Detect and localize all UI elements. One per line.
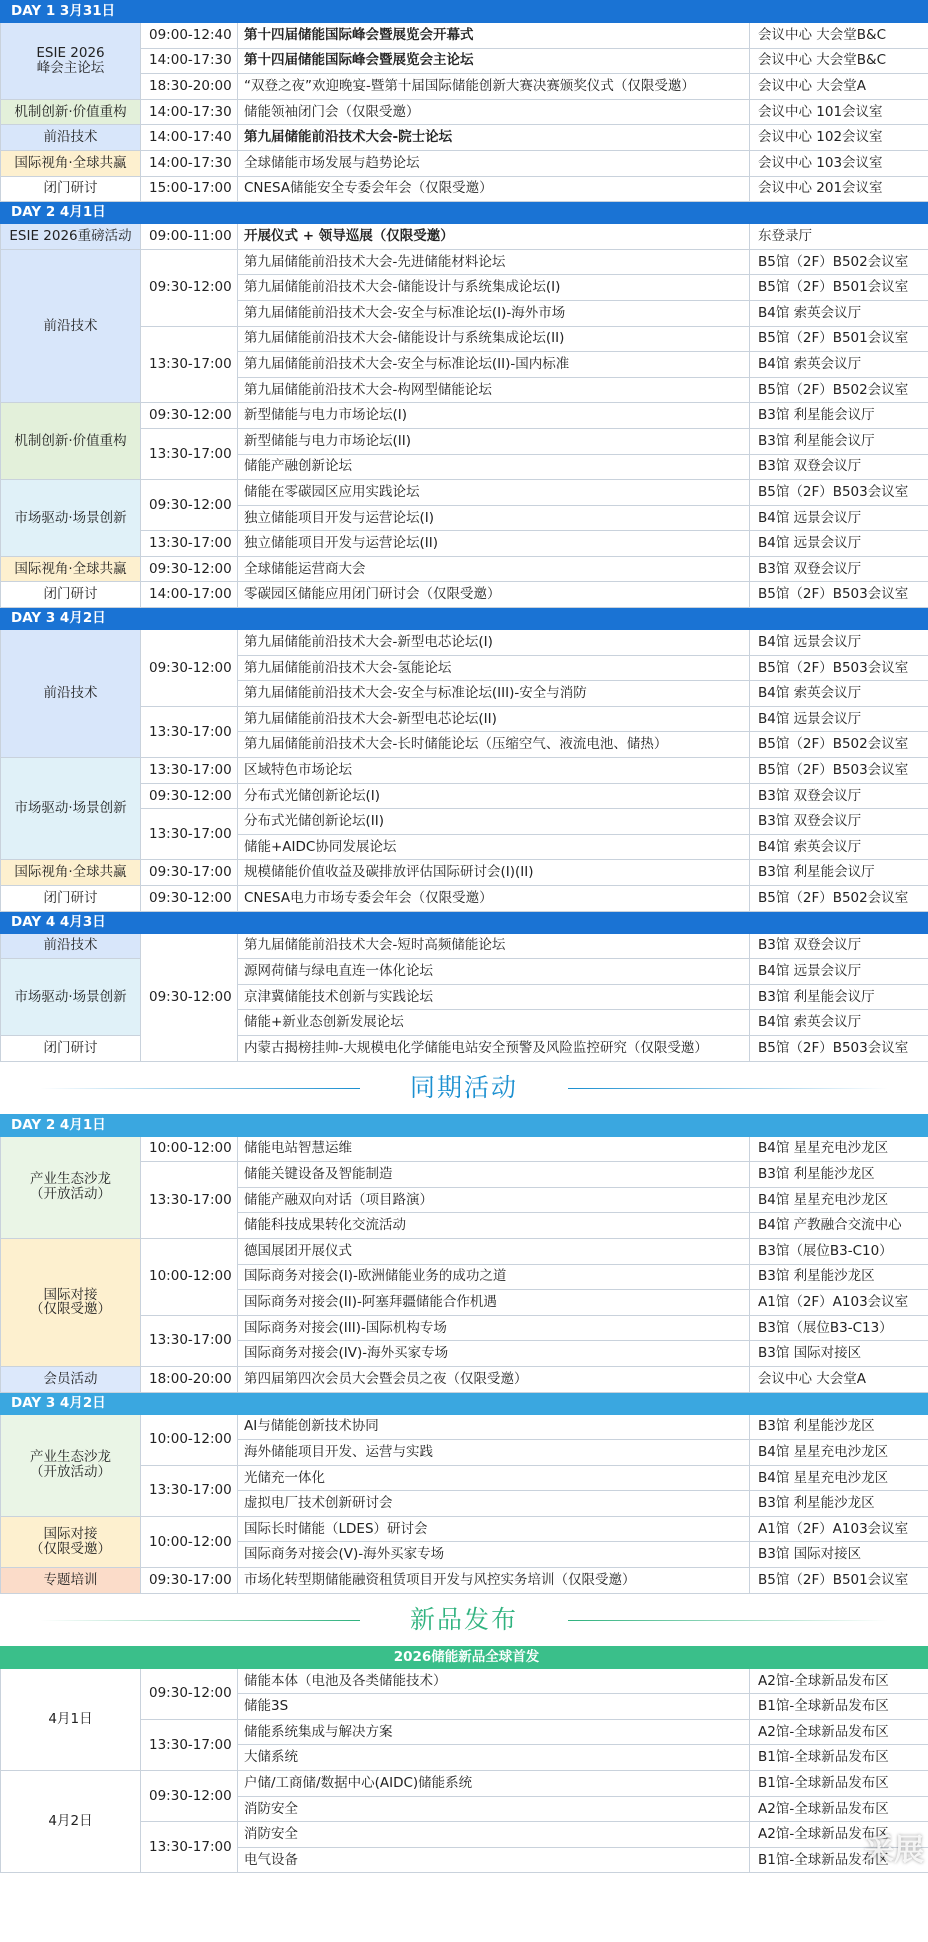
category: 国际视角·全球共赢 [1, 556, 141, 582]
session-title: 第九届储能前沿技术大会-储能设计与系统集成论坛(I) [238, 275, 750, 301]
venue: B3馆 利星能沙龙区 [750, 1414, 928, 1440]
day4-header: DAY 4 4月3日 [1, 911, 928, 933]
session-title: 第九届储能前沿技术大会-院士论坛 [238, 125, 750, 151]
session-title: 第九届储能前沿技术大会-安全与标准论坛(I)-海外市场 [238, 300, 750, 326]
venue: A2馆-全球新品发布区 [750, 1822, 928, 1848]
session-title: 第九届储能前沿技术大会-短时高频储能论坛 [238, 933, 750, 959]
session-title: 储能系统集成与解决方案 [238, 1719, 750, 1745]
day1-header: DAY 1 3月31日 [1, 1, 928, 23]
category: 市场驱动·场景创新 [1, 959, 141, 1036]
venue: A2馆-全球新品发布区 [750, 1719, 928, 1745]
session-title: 储能在零碳园区应用实践论坛 [238, 480, 750, 506]
session-title: 全球储能市场发展与趋势论坛 [238, 150, 750, 176]
session-title: 第九届储能前沿技术大会-构网型储能论坛 [238, 377, 750, 403]
venue: B5馆（2F）B503会议室 [750, 480, 928, 506]
session-title: 消防安全 [238, 1822, 750, 1848]
session-title: 京津冀储能技术创新与实践论坛 [238, 984, 750, 1010]
session-title: 国际商务对接会(IV)-海外买家专场 [238, 1341, 750, 1367]
venue: B5馆（2F）B503会议室 [750, 582, 928, 608]
session-title: 储能本体（电池及各类储能技术） [238, 1668, 750, 1694]
venue: B4馆 星星充电沙龙区 [750, 1187, 928, 1213]
session-title: 消防安全 [238, 1796, 750, 1822]
session-title: 独立储能项目开发与运营论坛(I) [238, 505, 750, 531]
new-products-header: 2026储能新品全球首发 [1, 1646, 928, 1668]
venue: A1馆（2F）A103会议室 [750, 1516, 928, 1542]
venue: B4馆 索英会议厅 [750, 300, 928, 326]
event-day2-header: DAY 2 4月1日 [1, 1114, 928, 1136]
session-title: 储能3S [238, 1694, 750, 1720]
venue: B5馆（2F）B502会议室 [750, 886, 928, 912]
venue: B5馆（2F）B502会议室 [750, 377, 928, 403]
category: 前沿技术 [1, 249, 141, 403]
session-title: CNESA电力市场专委会年会（仅限受邀） [238, 886, 750, 912]
session-title: 新型储能与电力市场论坛(II) [238, 428, 750, 454]
session-title: 第九届储能前沿技术大会-新型电芯论坛(I) [238, 630, 750, 656]
session-title: 户储/工商储/数据中心(AIDC)储能系统 [238, 1771, 750, 1797]
venue: B3馆 国际对接区 [750, 1341, 928, 1367]
session-title: 市场化转型期储能融资租赁项目开发与风控实务培训（仅限受邀） [238, 1568, 750, 1594]
category: 国际对接 （仅限受邀） [1, 1238, 141, 1366]
venue: B3馆 国际对接区 [750, 1542, 928, 1568]
venue: B4馆 星星充电沙龙区 [750, 1465, 928, 1491]
session-title: 第九届储能前沿技术大会-先进储能材料论坛 [238, 249, 750, 275]
session-title: 分布式光储创新论坛(I) [238, 783, 750, 809]
session-title: 第十四届储能国际峰会暨展览会开幕式 [238, 23, 750, 49]
session-title: 区域特色市场论坛 [238, 758, 750, 784]
venue: B4馆 星星充电沙龙区 [750, 1136, 928, 1162]
concurrent-events-table: DAY 2 4月1日 产业生态沙龙 （开放活动） 10:00-12:00 储能电站智慧运维 B4馆 星星充电沙龙区 13:30-17:00 储能关键设备及智能制造 B3馆 利星能沙龙区 储能产融双向对话（项目路演） B4馆 星星充电沙龙区 储能科技成果转化交流活动 B4馆 产教融合交流中心 国际对接 （仅限受邀） 10:00-12:00 德国展团开展仪式 B3馆（展位B3-C10） 国际商务对接会(I)-欧洲储能业务的成功之道 B3馆 利星能沙龙区 国际商务对接会(II)-阿塞拜疆储能合作机遇 A1馆（2F）A103会议室 13:30-17:00 国际商务对接会(III)-国际机构专场 B3馆（展位B3-C13） 国际商务对接会(IV)-海外买家专场 B3馆 国际对接区 会员活动 18:00-20:00 第四届第四次会员大会暨会员之夜（仅限受邀） 会议中心 大会堂A DAY 3 4月2日 产业生态沙龙 （开放活动） 10:00-12:00 AI与储能创新技术协同 B3馆 利星能沙龙区 海外储能项目开发、运营与实践 B4馆 星星充电沙龙区 13:30-17:00 光储充一体化 B4馆 星星充电沙龙区 虚拟电厂技术创新研讨会 B3馆 利星能沙龙区 国际对接 （仅限受邀） 10:00-12:00 国际长时储能（LDES）研讨会 A1馆（2F）A103会议室 国际商务对接会(V)-海外买家专场 B3馆 国际对接区 专题培训 09:30-17:00 市场化转型期储能融资租赁项目开发与风控实务培训（仅限受邀） B5馆（2F）B501会议室 [0, 1114, 928, 1594]
venue: B3馆（展位B3-C10） [750, 1238, 928, 1264]
venue: B3馆 利星能会议厅 [750, 428, 928, 454]
session-title: 全球储能运营商大会 [238, 556, 750, 582]
category: 前沿技术 [1, 630, 141, 758]
category: 产业生态沙龙 （开放活动） [1, 1136, 141, 1238]
venue: B1馆-全球新品发布区 [750, 1694, 928, 1720]
main-schedule-table: DAY 1 3月31日 ESIE 2026 峰会主论坛 09:00-12:40 第十四届储能国际峰会暨展览会开幕式 会议中心 大会堂B&C 14:00-17:30 第十四届储能国际峰会暨展览会主论坛 会议中心 大会堂B&C 18:30-20:00 “双登之夜”欢迎晚宴-暨第十届国际储能创新大赛决赛颁奖仪式（仅限受邀） 会议中心 大会堂A 机制创新·价值重构 14:00-17:30 储能领袖闭门会（仅限受邀） 会议中心 101会议室 前沿技术 14:00-17:40 第九届储能前沿技术大会-院士论坛 会议中心 102会议室 国际视角·全球共赢 14:00-17:30 全球储能市场发展与趋势论坛 会议中心 103会议室 闭门研讨 15:00-17:00 CNESA储能安全专委会年会（仅限受邀） 会议中心 201会议室 DAY 2 4月1日 ESIE 2026重磅活动 09:00-11:00 开展仪式 + 领导巡展（仅限受邀） 东登录厅 前沿技术 09:30-12:00 第九届储能前沿技术大会-先进储能材料论坛 B5馆（2F）B502会议室 第九届储能前沿技术大会-储能设计与系统集成论坛(I) B5馆（2F）B501会议室 第九届储能前沿技术大会-安全与标准论坛(I)-海外市场 B4馆 索英会议厅 13:30-17:00 第九届储能前沿技术大会-储能设计与系统集成论坛(II) B5馆（2F）B501会议室 第九届储能前沿技术大会-安全与标准论坛(II)-国内标准 B4馆 索英会议厅 第九届储能前沿技术大会-构网型储能论坛 B5馆（2F）B502会议室 机制创新·价值重构 09:30-12:00 新型储能与电力市场论坛(I) B3馆 利星能会议厅 13:30-17:00 新型储能与电力市场论坛(II) B3馆 利星能会议厅 储能产融创新论坛 B3馆 双登会议厅 市场驱动·场景创新 09:30-12:00 储能在零碳园区应用实践论坛 B5馆（2F）B503会议室 独立储能项目开发与运营论坛(I) B4馆 远景会议厅 13:30-17:00 独立储能项目开发与运营论坛(II) B4馆 远景会议厅 国际视角·全球共赢 09:30-12:00 全球储能运营商大会 B3馆 双登会议厅 闭门研讨 14:00-17:00 零碳园区储能应用闭门研讨会（仅限受邀） B5馆（2F）B503会议室 DAY 3 4月2日 前沿技术 09:30-12:00 第九届储能前沿技术大会-新型电芯论坛(I) B4馆 远景会议厅 第九届储能前沿技术大会-氢能论坛 B5馆（2F）B503会议室 第九届储能前沿技术大会-安全与标准论坛(III)-安全与消防 B4馆 索英会议厅 13:30-17:00 第九届储能前沿技术大会-新型电芯论坛(II) B4馆 远景会议厅 第九届储能前沿技术大会-长时储能论坛（压缩空气、液流电池、储热） B5馆（2F）B502会议室 市场驱动·场景创新 13:30-17:00 区域特色市场论坛 B5馆（2F）B503会议室 09:30-12:00 分布式光储创新论坛(I) B3馆 双登会议厅 13:30-17:00 分布式光储创新论坛(II) B3馆 双登会议厅 储能+AIDC协同发展论坛 B4馆 索英会议厅 国际视角·全球共赢 09:30-17:00 规模储能价值收益及碳排放评估国际研讨会(I)(II) B3馆 利星能会议厅 闭门研讨 09:30-12:00 CNESA电力市场专委会年会（仅限受邀） B5馆（2F）B502会议室 DAY 4 4月3日 前沿技术 09:30-12:00 第九届储能前沿技术大会-短时高频储能论坛 B3馆 双登会议厅 市场驱动·场景创新 源网荷储与绿电直连一体化论坛 B4馆 远景会议厅 京津冀储能技术创新与实践论坛 B3馆 利星能会议厅 储能+新业态创新发展论坛 B4馆 索英会议厅 闭门研讨 内蒙古揭榜挂帅-大规模电化学储能电站安全预警及风险监控研究（仅限受邀） B5馆（2F）B503会议室 [0, 0, 928, 1062]
category-summit: ESIE 2026 峰会主论坛 [1, 23, 141, 100]
session-title: 储能产融创新论坛 [238, 454, 750, 480]
session-title: 光储充一体化 [238, 1465, 750, 1491]
session-title: 电气设备 [238, 1847, 750, 1873]
venue: B5馆（2F）B503会议室 [750, 758, 928, 784]
venue: 会议中心 大会堂A [750, 1366, 928, 1392]
venue: B4馆 远景会议厅 [750, 959, 928, 985]
venue: B3馆（展位B3-C13） [750, 1315, 928, 1341]
venue: B4馆 远景会议厅 [750, 630, 928, 656]
session-title: 第十四届储能国际峰会暨展览会主论坛 [238, 48, 750, 74]
venue: B4馆 索英会议厅 [750, 834, 928, 860]
venue: B5馆（2F）B502会议室 [750, 732, 928, 758]
venue: B5馆（2F）B502会议室 [750, 249, 928, 275]
category: 前沿技术 [1, 125, 141, 151]
session-title: 第九届储能前沿技术大会-安全与标准论坛(III)-安全与消防 [238, 681, 750, 707]
session-title: 德国展团开展仪式 [238, 1238, 750, 1264]
session-title: “双登之夜”欢迎晚宴-暨第十届国际储能创新大赛决赛颁奖仪式（仅限受邀） [238, 74, 750, 100]
session-title: 第四届第四次会员大会暨会员之夜（仅限受邀） [238, 1366, 750, 1392]
category: 国际视角·全球共赢 [1, 860, 141, 886]
venue: B3馆 双登会议厅 [750, 933, 928, 959]
session-title: 国际商务对接会(II)-阿塞拜疆储能合作机遇 [238, 1290, 750, 1316]
new-products-table: 2026储能新品全球首发 4月1日 09:30-12:00 储能本体（电池及各类储能技术） A2馆-全球新品发布区 储能3S B1馆-全球新品发布区 13:30-17:00 储能系统集成与解决方案 A2馆-全球新品发布区 大储系统 B1馆-全球新品发布区 4月2日 09:30-12:00 户储/工商储/数据中心(AIDC)储能系统 B1馆-全球新品发布区 消防安全 A2馆-全球新品发布区 13:30-17:00 消防安全 A2馆-全球新品发布区 电气设备 B1馆-全球新品发布区 [0, 1646, 928, 1874]
venue: B5馆（2F）B501会议室 [750, 326, 928, 352]
category: 机制创新·价值重构 [1, 403, 141, 480]
venue: B1馆-全球新品发布区 [750, 1745, 928, 1771]
session-title: 国际商务对接会(V)-海外买家专场 [238, 1542, 750, 1568]
session-title: 零碳园区储能应用闭门研讨会（仅限受邀） [238, 582, 750, 608]
session-title: 国际商务对接会(III)-国际机构专场 [238, 1315, 750, 1341]
session-title: 第九届储能前沿技术大会-新型电芯论坛(II) [238, 706, 750, 732]
venue: B1馆-全球新品发布区 [750, 1847, 928, 1873]
venue: B3馆 双登会议厅 [750, 783, 928, 809]
category: 会员活动 [1, 1366, 141, 1392]
session-title: 大储系统 [238, 1745, 750, 1771]
venue: 会议中心 大会堂B&C [750, 48, 928, 74]
venue: B4馆 星星充电沙龙区 [750, 1440, 928, 1466]
session-title: 第九届储能前沿技术大会-储能设计与系统集成论坛(II) [238, 326, 750, 352]
session-title: 储能科技成果转化交流活动 [238, 1213, 750, 1239]
venue: 会议中心 101会议室 [750, 99, 928, 125]
session-title: 第九届储能前沿技术大会-安全与标准论坛(II)-国内标准 [238, 352, 750, 378]
category: 专题培训 [1, 1568, 141, 1594]
session-title: 储能+新业态创新发展论坛 [238, 1010, 750, 1036]
venue: B3馆 利星能沙龙区 [750, 1264, 928, 1290]
venue: B4馆 远景会议厅 [750, 531, 928, 557]
venue: B3馆 双登会议厅 [750, 556, 928, 582]
venue: B3馆 利星能会议厅 [750, 860, 928, 886]
category: 闭门研讨 [1, 886, 141, 912]
category: 产业生态沙龙 （开放活动） [1, 1414, 141, 1516]
session-title: 储能关键设备及智能制造 [238, 1162, 750, 1188]
session-title: 分布式光储创新论坛(II) [238, 809, 750, 835]
session-title: 储能领袖闭门会（仅限受邀） [238, 99, 750, 125]
venue: B4馆 索英会议厅 [750, 352, 928, 378]
venue: B4馆 产教融合交流中心 [750, 1213, 928, 1239]
venue: B3馆 利星能沙龙区 [750, 1491, 928, 1517]
category: 市场驱动·场景创新 [1, 480, 141, 557]
date-cell: 4月1日 [1, 1668, 141, 1770]
category: ESIE 2026重磅活动 [1, 224, 141, 250]
venue: B3馆 利星能会议厅 [750, 403, 928, 429]
venue: 会议中心 102会议室 [750, 125, 928, 151]
venue: B4馆 索英会议厅 [750, 681, 928, 707]
venue: B3馆 利星能沙龙区 [750, 1162, 928, 1188]
category: 闭门研讨 [1, 176, 141, 202]
session-title: CNESA储能安全专委会年会（仅限受邀） [238, 176, 750, 202]
venue: B5馆（2F）B503会议室 [750, 1035, 928, 1061]
venue: 会议中心 103会议室 [750, 150, 928, 176]
category: 闭门研讨 [1, 582, 141, 608]
day2-header: DAY 2 4月1日 [1, 202, 928, 224]
venue: A2馆-全球新品发布区 [750, 1796, 928, 1822]
venue: B4馆 远景会议厅 [750, 706, 928, 732]
session-title: 新型储能与电力市场论坛(I) [238, 403, 750, 429]
session-title: 规模储能价值收益及碳排放评估国际研讨会(I)(II) [238, 860, 750, 886]
date-cell: 4月2日 [1, 1771, 141, 1873]
venue: 会议中心 201会议室 [750, 176, 928, 202]
venue: B3馆 双登会议厅 [750, 454, 928, 480]
venue: A1馆（2F）A103会议室 [750, 1290, 928, 1316]
section-title-new-products: 新品发布 [0, 1594, 928, 1646]
session-title: 第九届储能前沿技术大会-长时储能论坛（压缩空气、液流电池、储热） [238, 732, 750, 758]
session-title: 储能+AIDC协同发展论坛 [238, 834, 750, 860]
venue: B4馆 索英会议厅 [750, 1010, 928, 1036]
session-title: 独立储能项目开发与运营论坛(II) [238, 531, 750, 557]
venue: 会议中心 大会堂B&C [750, 23, 928, 49]
category: 前沿技术 [1, 933, 141, 959]
venue: B3馆 双登会议厅 [750, 809, 928, 835]
day3-header: DAY 3 4月2日 [1, 608, 928, 630]
session-title: 国际长时储能（LDES）研讨会 [238, 1516, 750, 1542]
session-title: 储能电站智慧运维 [238, 1136, 750, 1162]
category: 国际对接 （仅限受邀） [1, 1516, 141, 1567]
venue: B5馆（2F）B501会议室 [750, 1568, 928, 1594]
session-title: 虚拟电厂技术创新研讨会 [238, 1491, 750, 1517]
venue: B5馆（2F）B501会议室 [750, 275, 928, 301]
watermark: 采展 [864, 1833, 924, 1869]
venue: B4馆 远景会议厅 [750, 505, 928, 531]
session-title: 储能产融双向对话（项目路演） [238, 1187, 750, 1213]
session-title: 第九届储能前沿技术大会-氢能论坛 [238, 655, 750, 681]
session-title: AI与储能创新技术协同 [238, 1414, 750, 1440]
session-title: 内蒙古揭榜挂帅-大规模电化学储能电站安全预警及风险监控研究（仅限受邀） [238, 1035, 750, 1061]
venue: B5馆（2F）B503会议室 [750, 655, 928, 681]
category: 市场驱动·场景创新 [1, 758, 141, 860]
venue: A2馆-全球新品发布区 [750, 1668, 928, 1694]
venue: B1馆-全球新品发布区 [750, 1771, 928, 1797]
event-day3-header: DAY 3 4月2日 [1, 1392, 928, 1414]
category: 机制创新·价值重构 [1, 99, 141, 125]
category: 国际视角·全球共赢 [1, 150, 141, 176]
session-title: 海外储能项目开发、运营与实践 [238, 1440, 750, 1466]
category: 闭门研讨 [1, 1035, 141, 1061]
session-title: 源网荷储与绿电直连一体化论坛 [238, 959, 750, 985]
venue: 东登录厅 [750, 224, 928, 250]
session-title: 国际商务对接会(I)-欧洲储能业务的成功之道 [238, 1264, 750, 1290]
section-title-concurrent: 同期活动 [0, 1062, 928, 1114]
session-title: 开展仪式 + 领导巡展（仅限受邀） [238, 224, 750, 250]
venue: B3馆 利星能会议厅 [750, 984, 928, 1010]
venue: 会议中心 大会堂A [750, 74, 928, 100]
